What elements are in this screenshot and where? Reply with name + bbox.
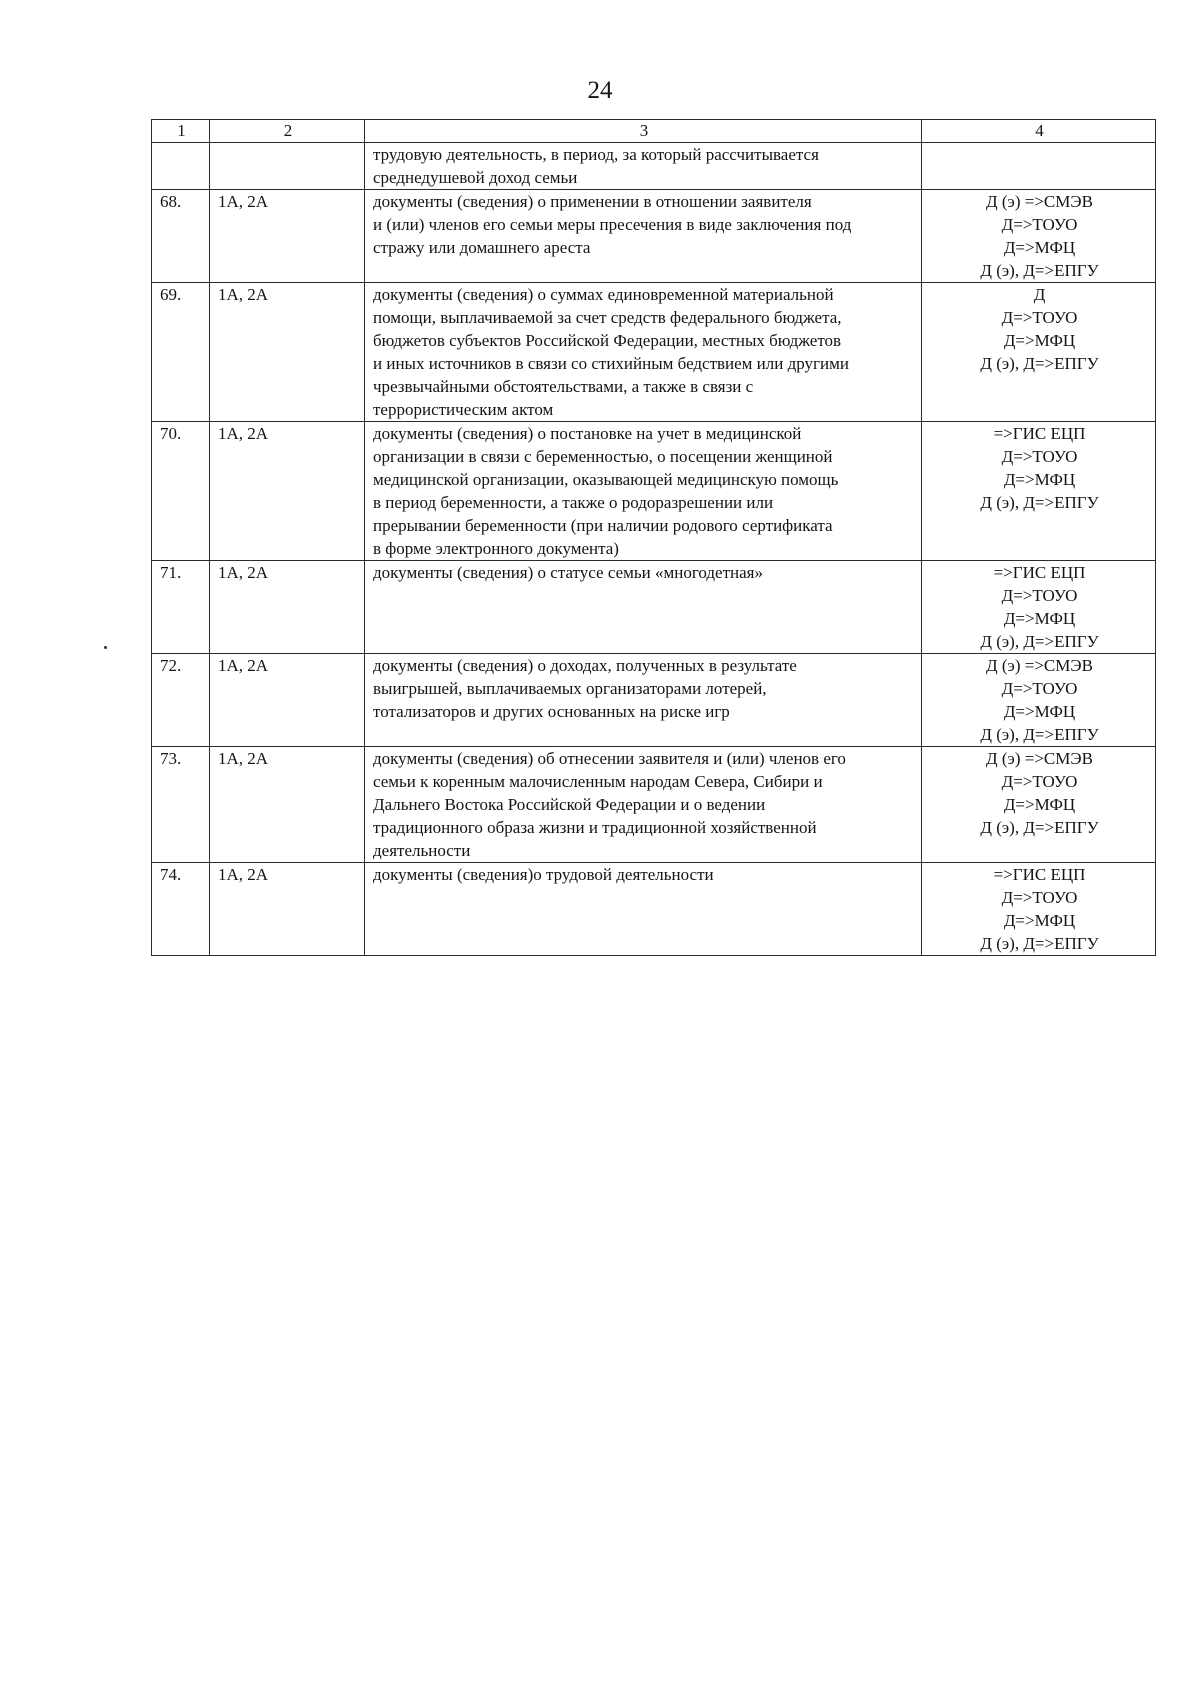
source-cell — [922, 654, 1156, 747]
document-line: медицинской организации, оказывающей медицинскую помощь — [373, 470, 839, 489]
source-line: Д=>ТОУО — [1001, 888, 1078, 907]
table-row — [152, 654, 1156, 747]
document-line: традиционного образа жизни и традиционной хозяйственной — [373, 818, 817, 837]
source-cell — [922, 283, 1156, 422]
document-line: документы (сведения) о применении в отношении заявителя — [373, 192, 812, 211]
document-line: документы (сведения) о суммах единовременной материальной — [373, 285, 834, 304]
document-line: прерывании беременности (при наличии родового сертификата — [373, 516, 833, 535]
row-number-cell: 71. — [152, 561, 210, 654]
table-header-row — [152, 120, 1156, 143]
table-row — [152, 863, 1156, 956]
document-cell — [365, 283, 922, 422]
source-line: Д (э), Д=>ЕПГУ — [980, 632, 1099, 651]
document-line: документы (сведения) о доходах, полученных в результате — [373, 656, 797, 675]
source-line: Д=>МФЦ — [1003, 795, 1076, 814]
source-line: Д (э) =>СМЭВ — [986, 749, 1093, 768]
category-cell: 1А, 2А — [210, 561, 365, 654]
row-number-cell: 74. — [152, 863, 210, 956]
category-cell: 1А, 2А — [210, 863, 365, 956]
source-line: Д=>ТОУО — [1001, 679, 1078, 698]
source-line: Д=>МФЦ — [1003, 470, 1076, 489]
source-cell — [922, 863, 1156, 956]
document-cell — [365, 863, 922, 956]
source-line: =>ГИС ЕЦП — [993, 424, 1086, 443]
source-line: Д (э), Д=>ЕПГУ — [980, 934, 1099, 953]
document-line: семьи к коренным малочисленным народам Севера, Сибири и — [373, 772, 823, 791]
document-line: бюджетов субъектов Российской Федерации, местных бюджетов — [373, 331, 842, 350]
document-line: деятельности — [373, 841, 471, 860]
document-line: организации в связи с беременностью, о посещении женщиной — [373, 447, 833, 466]
document-cell — [365, 561, 922, 654]
source-line: Д — [1033, 285, 1046, 304]
table-row — [152, 283, 1156, 422]
document-cell — [365, 422, 922, 561]
column-header: 3 — [365, 120, 922, 143]
source-line: Д=>ТОУО — [1001, 586, 1078, 605]
document-line: среднедушевой доход семьи — [373, 168, 578, 187]
document-line: в период беременности, а также о родоразрешении или — [373, 493, 774, 512]
document-cell — [365, 747, 922, 863]
source-cell — [922, 143, 1156, 190]
document-line: тотализаторов и других основанных на риске игр — [373, 702, 730, 721]
source-line: Д (э), Д=>ЕПГУ — [980, 261, 1099, 280]
source-line: Д=>ТОУО — [1001, 447, 1078, 466]
source-line: =>ГИС ЕЦП — [993, 563, 1086, 582]
document-line: и (или) членов его семьи меры пресечения в виде заключения под — [373, 215, 852, 234]
category-cell: 1А, 2А — [210, 283, 365, 422]
source-line: Д=>МФЦ — [1003, 911, 1076, 930]
scan-speck — [104, 646, 107, 649]
source-line: Д (э) =>СМЭВ — [986, 656, 1093, 675]
column-header: 2 — [210, 120, 365, 143]
document-line: трудовую деятельность, в период, за который рассчитывается — [373, 145, 819, 164]
table-row — [152, 561, 1156, 654]
source-line: Д (э), Д=>ЕПГУ — [980, 818, 1099, 837]
category-cell: 1А, 2А — [210, 747, 365, 863]
column-header: 1 — [152, 120, 210, 143]
table-row — [152, 747, 1156, 863]
source-cell — [922, 561, 1156, 654]
row-number-cell — [152, 143, 210, 190]
document-line: в форме электронного документа) — [373, 539, 619, 558]
row-number-cell: 68. — [152, 190, 210, 283]
table-row-continuation — [152, 143, 1156, 190]
document-cell — [365, 654, 922, 747]
document-line: документы (сведения)о трудовой деятельности — [373, 865, 714, 884]
source-line: Д=>ТОУО — [1001, 215, 1078, 234]
table-row — [152, 422, 1156, 561]
source-line: Д=>МФЦ — [1003, 238, 1076, 257]
document-line: террористическим актом — [373, 400, 554, 419]
category-cell — [210, 143, 365, 190]
document-line: чрезвычайными обстоятельствами, а также в связи с — [373, 377, 754, 396]
row-number-cell: 73. — [152, 747, 210, 863]
document-line: выигрышей, выплачиваемых организаторами лотерей, — [373, 679, 767, 698]
row-number-cell: 70. — [152, 422, 210, 561]
source-line: Д=>МФЦ — [1003, 609, 1076, 628]
document-line: документы (сведения) о постановке на учет в медицинской — [373, 424, 802, 443]
source-line: Д (э) =>СМЭВ — [986, 192, 1093, 211]
category-cell: 1А, 2А — [210, 190, 365, 283]
source-line: Д=>ТОУО — [1001, 308, 1078, 327]
source-line: Д=>ТОУО — [1001, 772, 1078, 791]
document-line: документы (сведения) об отнесении заявителя и (или) членов его — [373, 749, 846, 768]
column-header: 4 — [922, 120, 1156, 143]
row-number-cell: 69. — [152, 283, 210, 422]
document-line: документы (сведения) о статусе семьи «многодетная» — [373, 563, 763, 582]
page-number: 24 — [587, 77, 613, 104]
source-cell — [922, 190, 1156, 283]
category-cell: 1А, 2А — [210, 654, 365, 747]
source-cell — [922, 747, 1156, 863]
document-line: стражу или домашнего ареста — [373, 238, 591, 257]
document-line: помощи, выплачиваемой за счет средств федерального бюджета, — [373, 308, 842, 327]
document-cell — [365, 143, 922, 190]
document-line: и иных источников в связи со стихийным бедствием или другими — [373, 354, 849, 373]
category-cell: 1А, 2А — [210, 422, 365, 561]
source-line: Д=>МФЦ — [1003, 331, 1076, 350]
source-cell — [922, 422, 1156, 561]
document-line: Дальнего Востока Российской Федерации и о ведении — [373, 795, 766, 814]
source-line: Д (э), Д=>ЕПГУ — [980, 354, 1099, 373]
document-cell — [365, 190, 922, 283]
source-line: Д=>МФЦ — [1003, 702, 1076, 721]
source-line: Д (э), Д=>ЕПГУ — [980, 725, 1099, 744]
document-table — [151, 119, 1156, 956]
row-number-cell: 72. — [152, 654, 210, 747]
source-line: =>ГИС ЕЦП — [993, 865, 1086, 884]
table-row — [152, 190, 1156, 283]
source-line: Д (э), Д=>ЕПГУ — [980, 493, 1099, 512]
